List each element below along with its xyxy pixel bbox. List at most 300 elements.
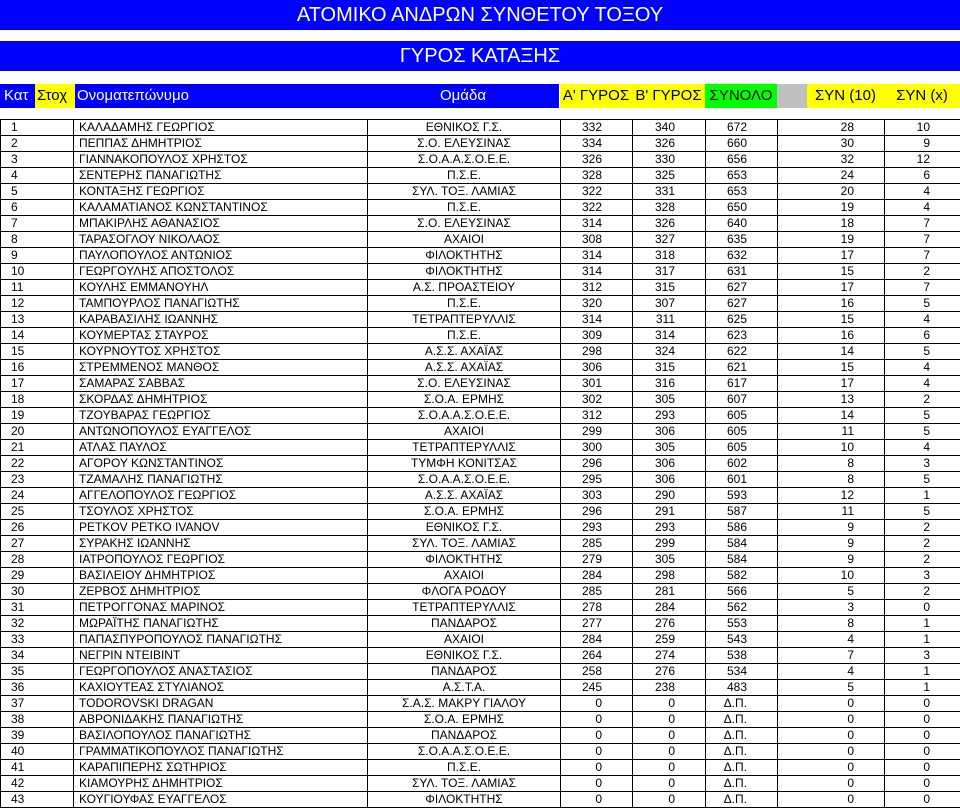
ten-cell: 20 (778, 184, 885, 200)
round-a-cell: 303 (561, 488, 633, 504)
round-a-cell: 298 (561, 344, 633, 360)
x-cell: 1 (885, 616, 960, 632)
rank-cell: 26 (1, 520, 74, 536)
club-cell: ΣΥΛ. ΤΟΞ. ΛΑΜΙΑΣ (368, 184, 561, 200)
name-cell: ΓΕΩΡΓΟΥΛΗΣ ΑΠΟΣΤΟΛΟΣ (74, 264, 368, 280)
round-a-cell: 314 (561, 312, 633, 328)
header-x: ΣΥΝ (x) (884, 84, 960, 108)
header-round-b: Β' ΓΥΡΟΣ (632, 84, 705, 108)
table-row (1, 536, 960, 552)
rank-cell: 22 (1, 456, 74, 472)
round-b-cell: 293 (633, 408, 706, 424)
club-cell: Π.Σ.Ε. (368, 200, 561, 216)
name-cell: ΤΑΡΑΣΟΓΛΟΥ ΝΙΚΟΛΑΟΣ (74, 232, 368, 248)
table-row (1, 760, 960, 776)
table-row (1, 568, 960, 584)
total-cell: Δ.Π. (706, 728, 778, 744)
round-a-cell: 309 (561, 328, 633, 344)
total-cell: 622 (706, 344, 778, 360)
total-cell: 483 (706, 680, 778, 696)
rank-cell: 1 (1, 120, 74, 136)
total-cell: 625 (706, 312, 778, 328)
round-a-cell: 299 (561, 424, 633, 440)
round-a-cell: 293 (561, 520, 633, 536)
table-row (1, 328, 960, 344)
table-row (1, 216, 960, 232)
name-cell: ΚΟΥΡΝΟΥΤΟΣ ΧΡΗΣΤΟΣ (74, 344, 368, 360)
page-title: ΑΤΟΜΙΚΟ ΑΝΔΡΩΝ ΣΥΝΘΕΤΟΥ ΤΟΞΟΥ (0, 0, 960, 30)
ten-cell: 7 (778, 648, 885, 664)
ten-cell: 10 (778, 440, 885, 456)
ten-cell: 13 (778, 392, 885, 408)
total-cell: 584 (706, 552, 778, 568)
round-b-cell: 318 (633, 248, 706, 264)
club-cell: ΑΧΑΙΟΙ (368, 232, 561, 248)
total-cell: 607 (706, 392, 778, 408)
header-spacer (777, 84, 807, 108)
round-a-cell: 312 (561, 280, 633, 296)
table-row (1, 504, 960, 520)
ten-cell: 0 (778, 728, 885, 744)
rank-cell: 5 (1, 184, 74, 200)
club-cell: Α.Σ. ΠΡΟΑΣΤΕΙΟΥ (368, 280, 561, 296)
rank-cell: 3 (1, 152, 74, 168)
table-row (1, 408, 960, 424)
table-row (1, 456, 960, 472)
table-row (1, 296, 960, 312)
header-total: ΣΥΝΟΛΟ (705, 84, 777, 108)
x-cell: 7 (885, 280, 960, 296)
ten-cell: 9 (778, 536, 885, 552)
ten-cell: 15 (778, 312, 885, 328)
table-row (1, 424, 960, 440)
ten-cell: 4 (778, 664, 885, 680)
table-row (1, 472, 960, 488)
ten-cell: 9 (778, 552, 885, 568)
round-a-cell: 326 (561, 152, 633, 168)
name-cell: ΑΒΡΟΝΙΔΑΚΗΣ ΠΑΝΑΓΙΩΤΗΣ (74, 712, 368, 728)
round-b-cell: 340 (633, 120, 706, 136)
total-cell: 627 (706, 296, 778, 312)
club-cell: ΠΑΝΔΑΡΟΣ (368, 664, 561, 680)
round-a-cell: 264 (561, 648, 633, 664)
rank-cell: 17 (1, 376, 74, 392)
total-cell: 617 (706, 376, 778, 392)
round-a-cell: 277 (561, 616, 633, 632)
club-cell: ΣΥΛ. ΤΟΞ. ΛΑΜΙΑΣ (368, 536, 561, 552)
name-cell: ΒΑΣΙΛΕΙΟΥ ΔΗΜΗΤΡΙΟΣ (74, 568, 368, 584)
x-cell: 0 (885, 792, 960, 808)
x-cell: 7 (885, 216, 960, 232)
round-a-cell: 296 (561, 504, 633, 520)
round-a-cell: 0 (561, 728, 633, 744)
ten-cell: 16 (778, 296, 885, 312)
name-cell: ΚΑΡΑΒΑΣΙΛΗΣ ΙΩΑΝΝΗΣ (74, 312, 368, 328)
name-cell: ΣΕΝΤΕΡΗΣ ΠΑΝΑΓΙΩΤΗΣ (74, 168, 368, 184)
round-b-cell: 305 (633, 440, 706, 456)
table-row (1, 168, 960, 184)
name-cell: ΜΩΡΑΪΤΗΣ ΠΑΝΑΓΙΩΤΗΣ (74, 616, 368, 632)
total-cell: 631 (706, 264, 778, 280)
ranking-table (0, 119, 960, 808)
ten-cell: 12 (778, 488, 885, 504)
name-cell: PETKOV PETKO IVANOV (74, 520, 368, 536)
round-a-cell: 284 (561, 568, 633, 584)
table-row (1, 232, 960, 248)
table-row (1, 152, 960, 168)
round-a-cell: 301 (561, 376, 633, 392)
round-b-cell: 284 (633, 600, 706, 616)
round-b-cell: 238 (633, 680, 706, 696)
name-cell: ΤΑΜΠΟΥΡΛΟΣ ΠΑΝΑΓΙΩΤΗΣ (74, 296, 368, 312)
total-cell: 587 (706, 504, 778, 520)
club-cell: Σ.Ο.Α. ΕΡΜΗΣ (368, 392, 561, 408)
table-row (1, 376, 960, 392)
round-b-cell: 315 (633, 360, 706, 376)
total-cell: 566 (706, 584, 778, 600)
round-b-cell: 317 (633, 264, 706, 280)
round-b-cell: 314 (633, 328, 706, 344)
table-row (1, 680, 960, 696)
table-row (1, 664, 960, 680)
ten-cell: 24 (778, 168, 885, 184)
round-a-cell: 300 (561, 440, 633, 456)
round-a-cell: 306 (561, 360, 633, 376)
ten-cell: 5 (778, 584, 885, 600)
round-b-cell: 276 (633, 664, 706, 680)
name-cell: ΚΟΝΤΑΞΗΣ ΓΕΩΡΓΙΟΣ (74, 184, 368, 200)
table-row (1, 360, 960, 376)
round-a-cell: 312 (561, 408, 633, 424)
total-cell: 586 (706, 520, 778, 536)
table-row (1, 632, 960, 648)
club-cell: Α.Σ.Σ. ΑΧΑΪΑΣ (368, 360, 561, 376)
table-row (1, 728, 960, 744)
ten-cell: 9 (778, 520, 885, 536)
x-cell: 4 (885, 440, 960, 456)
table-row (1, 584, 960, 600)
name-cell: ΣΑΜΑΡΑΣ ΣΑΒΒΑΣ (74, 376, 368, 392)
x-cell: 3 (885, 568, 960, 584)
x-cell: 9 (885, 136, 960, 152)
x-cell: 2 (885, 520, 960, 536)
round-a-cell: 0 (561, 760, 633, 776)
ten-cell: 15 (778, 360, 885, 376)
name-cell: ΠΑΠΑΣΠΥΡΟΠΟΥΛΟΣ ΠΑΝΑΓΙΩΤΗΣ (74, 632, 368, 648)
name-cell: ΓΙΑΝΝΑΚΟΠΟΥΛΟΣ ΧΡΗΣΤΟΣ (74, 152, 368, 168)
x-cell: 4 (885, 376, 960, 392)
club-cell: Π.Σ.Ε. (368, 760, 561, 776)
table-row (1, 600, 960, 616)
table-row (1, 648, 960, 664)
rank-cell: 43 (1, 792, 74, 808)
rank-cell: 32 (1, 616, 74, 632)
total-cell: 605 (706, 408, 778, 424)
total-cell: 605 (706, 424, 778, 440)
round-b-cell: 298 (633, 568, 706, 584)
table-row (1, 792, 960, 808)
ten-cell: 17 (778, 248, 885, 264)
round-b-cell: 328 (633, 200, 706, 216)
rank-cell: 11 (1, 280, 74, 296)
table-body (1, 120, 960, 808)
name-cell: ΠΕΠΠΑΣ ΔΗΜΗΤΡΙΟΣ (74, 136, 368, 152)
round-a-cell: 314 (561, 216, 633, 232)
round-b-cell: 0 (633, 776, 706, 792)
rank-cell: 31 (1, 600, 74, 616)
rank-cell: 36 (1, 680, 74, 696)
x-cell: 4 (885, 360, 960, 376)
name-cell: ΚΑΧΙΟΥΤΕΑΣ ΣΤΥΛΙΑΝΟΣ (74, 680, 368, 696)
total-cell: 632 (706, 248, 778, 264)
club-cell: ΕΘΝΙΚΟΣ Γ.Σ. (368, 120, 561, 136)
round-a-cell: 258 (561, 664, 633, 680)
x-cell: 10 (885, 120, 960, 136)
name-cell: ΑΓΟΡΟΥ ΚΩΝΣΤΑΝΤΙΝΟΣ (74, 456, 368, 472)
round-b-cell: 0 (633, 792, 706, 808)
total-cell: 650 (706, 200, 778, 216)
rank-cell: 18 (1, 392, 74, 408)
name-cell: ΠΑΥΛΟΠΟΥΛΟΣ ΑΝΤΩΝΙΟΣ (74, 248, 368, 264)
club-cell: Σ.Ο. ΕΛΕΥΣΙΝΑΣ (368, 216, 561, 232)
x-cell: 0 (885, 696, 960, 712)
total-cell: 582 (706, 568, 778, 584)
round-b-cell: 0 (633, 760, 706, 776)
club-cell: Σ.Ο. ΕΛΕΥΣΙΝΑΣ (368, 376, 561, 392)
header-name: Ονοματεπώνυμο (75, 84, 367, 108)
name-cell: ΖΕΡΒΟΣ ΔΗΜΗΤΡΙΟΣ (74, 584, 368, 600)
ten-cell: 17 (778, 376, 885, 392)
club-cell: Σ.Α.Σ. ΜΑΚΡΥ ΓΙΑΛΟΥ (368, 696, 561, 712)
x-cell: 6 (885, 328, 960, 344)
rank-cell: 13 (1, 312, 74, 328)
name-cell: ΤΣΟΥΛΟΣ ΧΡΗΣΤΟΣ (74, 504, 368, 520)
club-cell: Α.Σ.Σ. ΑΧΑΪΑΣ (368, 344, 561, 360)
round-a-cell: 322 (561, 184, 633, 200)
total-cell: Δ.Π. (706, 760, 778, 776)
round-b-cell: 326 (633, 216, 706, 232)
club-cell: ΑΧΑΙΟΙ (368, 632, 561, 648)
round-a-cell: 296 (561, 456, 633, 472)
x-cell: 0 (885, 760, 960, 776)
name-cell: ΑΓΓΕΛΟΠΟΥΛΟΣ ΓΕΩΡΓΙΟΣ (74, 488, 368, 504)
club-cell: ΤΥΜΦΗ ΚΟΝΙΤΣΑΣ (368, 456, 561, 472)
x-cell: 1 (885, 632, 960, 648)
table-row (1, 200, 960, 216)
club-cell: Π.Σ.Ε. (368, 168, 561, 184)
rank-cell: 10 (1, 264, 74, 280)
table-header (0, 84, 960, 108)
x-cell: 5 (885, 296, 960, 312)
ten-cell: 0 (778, 760, 885, 776)
table-row (1, 136, 960, 152)
rank-cell: 21 (1, 440, 74, 456)
ten-cell: 8 (778, 456, 885, 472)
club-cell: ΦΙΛΟΚΤΗΤΗΣ (368, 552, 561, 568)
total-cell: 562 (706, 600, 778, 616)
club-cell: ΦΛΟΓΑ ΡΟΔΟΥ (368, 584, 561, 600)
name-cell: ΤΖΑΜΑΛΗΣ ΠΑΝΑΓΙΩΤΗΣ (74, 472, 368, 488)
rank-cell: 33 (1, 632, 74, 648)
x-cell: 3 (885, 648, 960, 664)
table-row (1, 440, 960, 456)
name-cell: ΣΚΟΡΔΑΣ ΔΗΜΗΤΡΙΟΣ (74, 392, 368, 408)
table-row (1, 488, 960, 504)
round-b-cell: 0 (633, 744, 706, 760)
round-a-cell: 0 (561, 776, 633, 792)
x-cell: 4 (885, 184, 960, 200)
name-cell: ΤΖΟΥΒΑΡΑΣ ΓΕΩΡΓΙΟΣ (74, 408, 368, 424)
round-b-cell: 327 (633, 232, 706, 248)
ten-cell: 10 (778, 568, 885, 584)
total-cell: Δ.Π. (706, 744, 778, 760)
header-kat: Κατ (0, 84, 39, 108)
round-a-cell: 295 (561, 472, 633, 488)
ten-cell: 14 (778, 408, 885, 424)
rank-cell: 20 (1, 424, 74, 440)
ten-cell: 18 (778, 216, 885, 232)
club-cell: ΤΕΤΡΑΠΤΕΡΥΛΛΙΣ (368, 600, 561, 616)
round-b-cell: 315 (633, 280, 706, 296)
ten-cell: 16 (778, 328, 885, 344)
round-a-cell: 0 (561, 696, 633, 712)
round-a-cell: 332 (561, 120, 633, 136)
round-b-cell: 290 (633, 488, 706, 504)
total-cell: 653 (706, 184, 778, 200)
header-round-a: Α' ΓΥΡΟΣ (560, 84, 632, 108)
x-cell: 4 (885, 312, 960, 328)
ten-cell: 17 (778, 280, 885, 296)
total-cell: 593 (706, 488, 778, 504)
x-cell: 2 (885, 536, 960, 552)
ten-cell: 5 (778, 680, 885, 696)
rank-cell: 39 (1, 728, 74, 744)
table-row (1, 520, 960, 536)
club-cell: Σ.Ο.Α. ΕΡΜΗΣ (368, 712, 561, 728)
total-cell: 543 (706, 632, 778, 648)
rank-cell: 30 (1, 584, 74, 600)
round-a-cell: 302 (561, 392, 633, 408)
ten-cell: 30 (778, 136, 885, 152)
round-b-cell: 307 (633, 296, 706, 312)
name-cell: ΚΙΑΜΟΥΡΗΣ ΔΗΜΗΤΡΙΟΣ (74, 776, 368, 792)
name-cell: ΓΡΑΜΜΑΤΙΚΟΠΟΥΛΟΣ ΠΑΝΑΓΙΩΤΗΣ (74, 744, 368, 760)
total-cell: 660 (706, 136, 778, 152)
round-a-cell: 328 (561, 168, 633, 184)
ten-cell: 3 (778, 600, 885, 616)
name-cell: ΒΑΣΙΛΟΠΟΥΛΟΣ ΠΑΝΑΓΙΩΤΗΣ (74, 728, 368, 744)
name-cell: ΜΠΑΚΙΡΛΗΣ ΑΘΑΝΑΣΙΟΣ (74, 216, 368, 232)
rank-cell: 23 (1, 472, 74, 488)
ten-cell: 0 (778, 744, 885, 760)
ten-cell: 8 (778, 616, 885, 632)
round-b-cell: 306 (633, 456, 706, 472)
x-cell: 2 (885, 392, 960, 408)
x-cell: 7 (885, 248, 960, 264)
club-cell: ΤΕΤΡΑΠΤΕΡΥΛΛΙΣ (368, 440, 561, 456)
round-a-cell: 314 (561, 264, 633, 280)
club-cell: ΣΥΛ. ΤΟΞ. ΛΑΜΙΑΣ (368, 776, 561, 792)
rank-cell: 15 (1, 344, 74, 360)
x-cell: 1 (885, 680, 960, 696)
round-a-cell: 0 (561, 792, 633, 808)
ten-cell: 11 (778, 424, 885, 440)
club-cell: ΑΧΑΙΟΙ (368, 568, 561, 584)
x-cell: 4 (885, 200, 960, 216)
x-cell: 5 (885, 344, 960, 360)
total-cell: 621 (706, 360, 778, 376)
ten-cell: 0 (778, 696, 885, 712)
round-b-cell: 281 (633, 584, 706, 600)
round-a-cell: 308 (561, 232, 633, 248)
rank-cell: 42 (1, 776, 74, 792)
total-cell: 601 (706, 472, 778, 488)
round-a-cell: 284 (561, 632, 633, 648)
header-ten: ΣΥΝ (10) (807, 84, 884, 108)
name-cell: ΣΥΡΑΚΗΣ ΙΩΑΝΝΗΣ (74, 536, 368, 552)
name-cell: ΓΕΩΡΓΟΠΟΥΛΟΣ ΑΝΑΣΤΑΣΙΟΣ (74, 664, 368, 680)
x-cell: 0 (885, 744, 960, 760)
name-cell: ΣΤΡΕΜΜΕΝΟΣ ΜΑΝΘΟΣ (74, 360, 368, 376)
name-cell: ΚΑΛΑΔΑΜΗΣ ΓΕΩΡΓΙΟΣ (74, 120, 368, 136)
rank-cell: 14 (1, 328, 74, 344)
round-a-cell: 279 (561, 552, 633, 568)
rank-cell: 29 (1, 568, 74, 584)
total-cell: Δ.Π. (706, 776, 778, 792)
club-cell: Σ.Ο.Α.Α.Σ.Ο.Ε.Ε. (368, 408, 561, 424)
total-cell: 553 (706, 616, 778, 632)
rank-cell: 12 (1, 296, 74, 312)
rank-cell: 16 (1, 360, 74, 376)
rank-cell: 40 (1, 744, 74, 760)
club-cell: ΦΙΛΟΚΤΗΤΗΣ (368, 264, 561, 280)
x-cell: 2 (885, 552, 960, 568)
club-cell: Σ.Ο. ΕΛΕΥΣΙΝΑΣ (368, 136, 561, 152)
rank-cell: 19 (1, 408, 74, 424)
x-cell: 7 (885, 232, 960, 248)
total-cell: 602 (706, 456, 778, 472)
ten-cell: 19 (778, 200, 885, 216)
round-b-cell: 276 (633, 616, 706, 632)
club-cell: ΦΙΛΟΚΤΗΤΗΣ (368, 792, 561, 808)
name-cell: ΝΕΓΡΙΝ ΝΤΕΙΒΙΝΤ (74, 648, 368, 664)
ten-cell: 4 (778, 632, 885, 648)
ten-cell: 8 (778, 472, 885, 488)
round-b-cell: 0 (633, 696, 706, 712)
table-row (1, 552, 960, 568)
total-cell: 538 (706, 648, 778, 664)
club-cell: Α.Σ.Τ.Α. (368, 680, 561, 696)
club-cell: Σ.Ο.Α.Α.Σ.Ο.Ε.Ε. (368, 472, 561, 488)
round-b-cell: 299 (633, 536, 706, 552)
round-a-cell: 0 (561, 744, 633, 760)
name-cell: ΑΝΤΩΝΟΠΟΥΛΟΣ ΕΥΑΓΓΕΛΟΣ (74, 424, 368, 440)
round-a-cell: 314 (561, 248, 633, 264)
round-a-cell: 322 (561, 200, 633, 216)
club-cell: ΕΘΝΙΚΟΣ Γ.Σ. (368, 648, 561, 664)
table-row (1, 744, 960, 760)
round-b-cell: 305 (633, 392, 706, 408)
ten-cell: 28 (778, 120, 885, 136)
rank-cell: 38 (1, 712, 74, 728)
name-cell: ΙΑΤΡΟΠΟΥΛΟΣ ΓΕΩΡΓΙΟΣ (74, 552, 368, 568)
table-row (1, 280, 960, 296)
total-cell: 656 (706, 152, 778, 168)
club-cell: Σ.Ο.Α. ΕΡΜΗΣ (368, 504, 561, 520)
rank-cell: 4 (1, 168, 74, 184)
table-row (1, 776, 960, 792)
rank-cell: 27 (1, 536, 74, 552)
